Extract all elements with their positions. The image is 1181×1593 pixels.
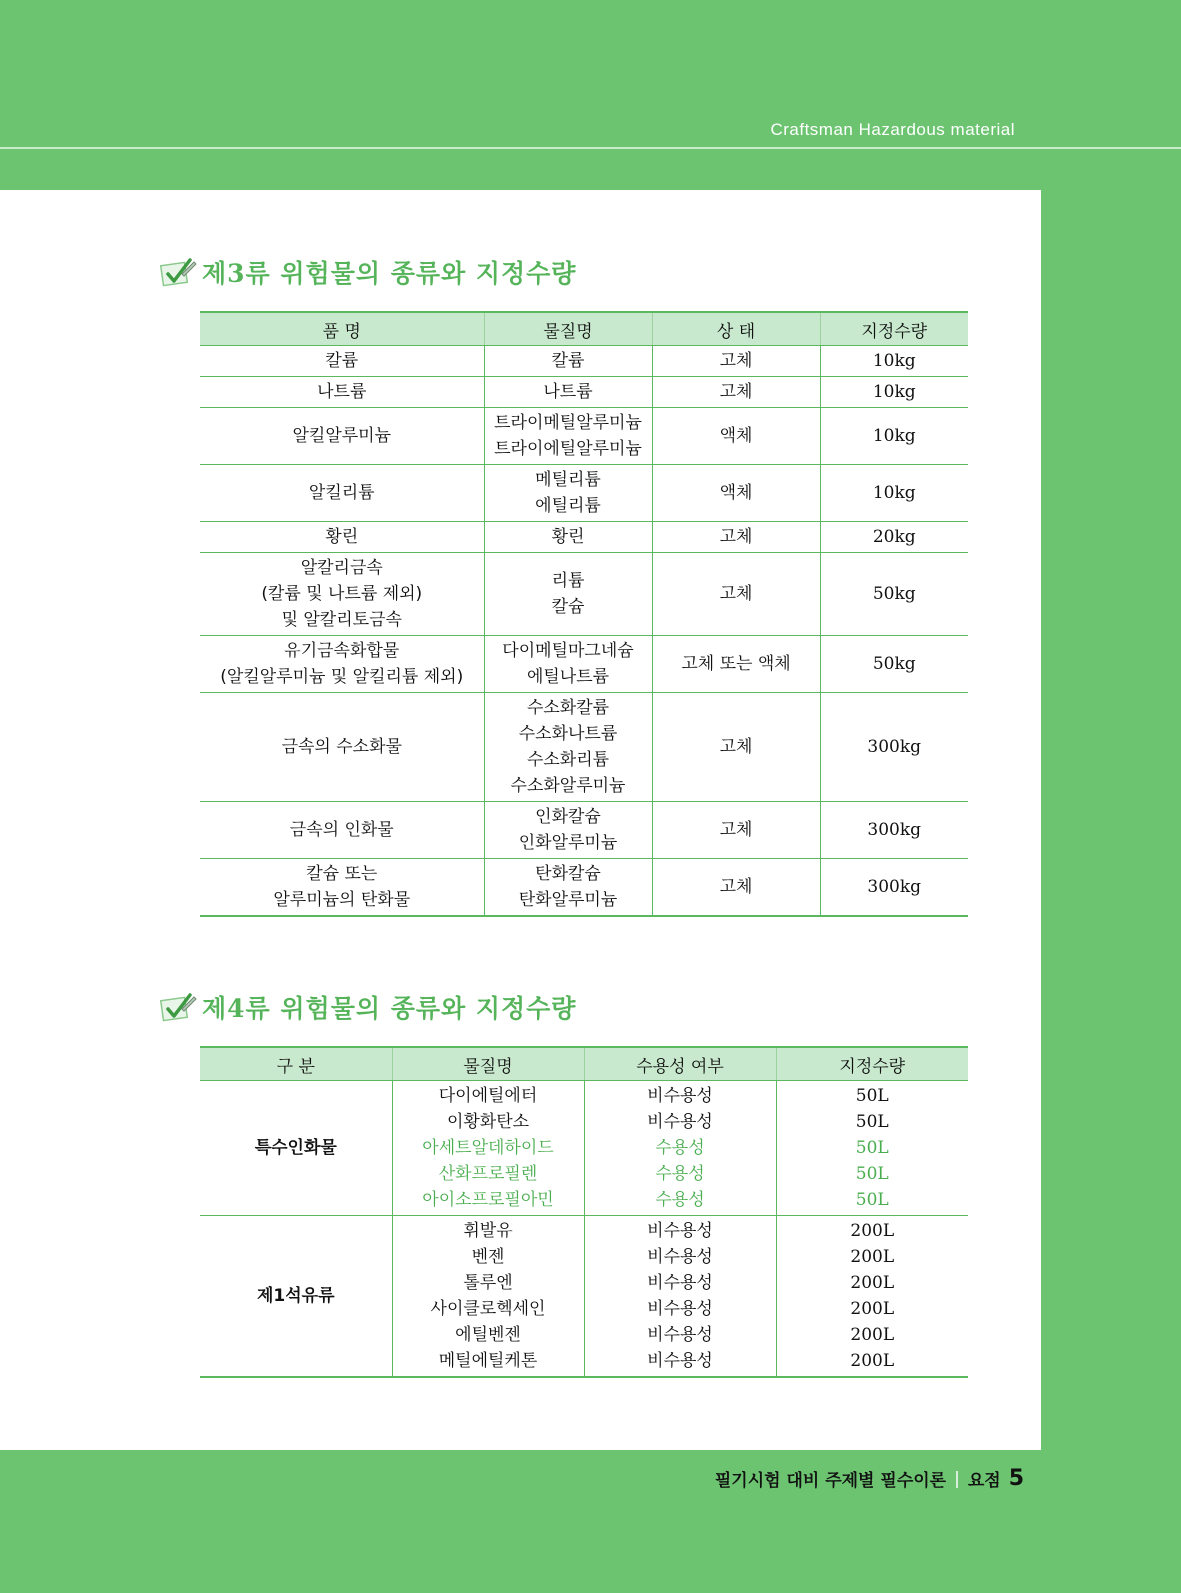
col-header-quantity: 지정수량 xyxy=(776,1047,968,1081)
substance-line: 칼슘 xyxy=(551,597,585,617)
cell-quantity: 10kg xyxy=(820,346,968,377)
name-line: (칼륨 및 나트륨 제외) xyxy=(261,584,423,604)
section3-title: 제3류 위험물의 종류와 지정수량 xyxy=(202,259,577,288)
section4-heading xyxy=(158,987,576,1027)
cell-state: 고체 xyxy=(652,346,820,377)
substance-line: 수소화리튬 xyxy=(526,750,610,770)
table-row xyxy=(200,553,968,636)
cell-state: 액체 xyxy=(652,408,820,465)
substance-line: 에틸나트륨 xyxy=(526,667,610,687)
cell-quantity: 10kg xyxy=(820,408,968,465)
substance-line: 트라이메틸알루미늄 xyxy=(494,413,642,433)
substance-line: 인화알루미늄 xyxy=(518,833,618,853)
substance-line: 수소화알루미늄 xyxy=(510,776,626,796)
substance-line: 나트륨 xyxy=(543,382,593,402)
col-header-substance: 물질명 xyxy=(392,1047,584,1081)
cell-quantity: 10kg xyxy=(820,465,968,522)
cell-substance xyxy=(392,1216,584,1378)
section3-heading xyxy=(158,252,576,292)
cell-name xyxy=(200,636,484,693)
solubility-line: 비수용성 xyxy=(647,1247,713,1267)
cell-state: 고체 xyxy=(652,553,820,636)
quantity-line: 50L xyxy=(855,1086,889,1106)
name-line: 및 알칼리토금속 xyxy=(281,610,402,630)
quantity-line: 200L xyxy=(850,1351,895,1371)
substance-line: 탄화칼슘 xyxy=(535,864,601,884)
table-class3 xyxy=(200,311,968,917)
cell-state: 고체 xyxy=(652,859,820,917)
cell-solubility xyxy=(584,1081,776,1216)
substance-line: 벤젠 xyxy=(471,1247,505,1267)
footer-separator: | xyxy=(954,1468,960,1489)
name-line: 칼슘 또는 xyxy=(306,864,378,884)
substance-line: 에틸벤젠 xyxy=(455,1325,521,1345)
cell-substance xyxy=(484,553,652,636)
quantity-line: 200L xyxy=(850,1273,895,1293)
substance-line: 아세트알데하이드 xyxy=(422,1138,554,1158)
table-class4 xyxy=(200,1046,968,1378)
cell-state: 액체 xyxy=(652,465,820,522)
footer-text: 필기시험 대비 주제별 필수이론 xyxy=(714,1471,947,1491)
substance-line: 메틸리튬 xyxy=(535,470,601,490)
cell-name xyxy=(200,802,484,859)
name-line: 칼륨 xyxy=(325,351,359,371)
name-line: 금속의 수소화물 xyxy=(281,737,402,757)
table-row xyxy=(200,693,968,802)
cell-name xyxy=(200,859,484,917)
table-row xyxy=(200,636,968,693)
pencil-check-icon xyxy=(158,989,198,1025)
col-header-state: 상 태 xyxy=(652,312,820,346)
substance-line: 다이메틸마그네슘 xyxy=(502,641,634,661)
name-line: 알킬알루미늄 xyxy=(292,426,392,446)
solubility-line: 비수용성 xyxy=(647,1112,713,1132)
quantity-line: 200L xyxy=(850,1325,895,1345)
name-line: 알킬리튬 xyxy=(308,483,375,503)
cell-quantity xyxy=(776,1216,968,1378)
cell-substance xyxy=(484,465,652,522)
cell-substance xyxy=(484,408,652,465)
header-title: Craftsman Hazardous material xyxy=(770,120,1015,139)
cell-name xyxy=(200,465,484,522)
cell-substance xyxy=(392,1081,584,1216)
cell-substance xyxy=(484,693,652,802)
cell-state: 고체 xyxy=(652,802,820,859)
quantity-line: 50L xyxy=(855,1112,889,1132)
name-line: 유기금속화합물 xyxy=(284,641,400,661)
cell-category: 특수인화물 xyxy=(200,1081,392,1216)
cell-quantity: 300kg xyxy=(820,859,968,917)
table-row xyxy=(200,408,968,465)
cell-name xyxy=(200,346,484,377)
name-line: (알킬알루미늄 및 알킬리튬 제외) xyxy=(220,667,464,687)
substance-line: 메틸에틸케톤 xyxy=(438,1351,538,1371)
name-line: 알칼리금속 xyxy=(300,558,383,578)
cell-quantity: 300kg xyxy=(820,802,968,859)
name-line: 금속의 인화물 xyxy=(289,820,394,840)
solubility-line: 비수용성 xyxy=(647,1325,713,1345)
substance-line: 사이클로헥세인 xyxy=(430,1299,546,1319)
table-row xyxy=(200,1081,968,1216)
footer-section: 요점 xyxy=(967,1471,1001,1491)
substance-line: 칼륨 xyxy=(551,351,585,371)
cell-substance xyxy=(484,636,652,693)
quantity-line: 200L xyxy=(850,1221,895,1241)
table-row xyxy=(200,1216,968,1378)
cell-quantity xyxy=(776,1081,968,1216)
substance-line: 탄화알루미늄 xyxy=(518,890,618,910)
solubility-line: 수용성 xyxy=(655,1138,705,1158)
col-header-quantity: 지정수량 xyxy=(820,312,968,346)
name-line: 알루미늄의 탄화물 xyxy=(273,890,411,910)
table-row xyxy=(200,346,968,377)
cell-name xyxy=(200,377,484,408)
cell-state: 고체 xyxy=(652,377,820,408)
substance-line: 수소화칼륨 xyxy=(526,698,610,718)
substance-line: 톨루엔 xyxy=(463,1273,513,1293)
solubility-line: 수용성 xyxy=(655,1164,705,1184)
section4-title: 제4류 위험물의 종류와 지정수량 xyxy=(202,994,577,1023)
cell-state: 고체 xyxy=(652,693,820,802)
pencil-check-icon xyxy=(158,254,198,290)
solubility-line: 비수용성 xyxy=(647,1351,713,1371)
col-header-category: 구 분 xyxy=(200,1047,392,1081)
solubility-line: 비수용성 xyxy=(647,1221,713,1241)
substance-line: 수소화나트륨 xyxy=(518,724,618,744)
cell-substance xyxy=(484,859,652,917)
col-header-substance: 물질명 xyxy=(484,312,652,346)
col-header-name: 품 명 xyxy=(200,312,484,346)
table-row xyxy=(200,859,968,917)
substance-line: 이황화탄소 xyxy=(446,1112,530,1132)
quantity-line: 50L xyxy=(855,1190,889,1210)
quantity-line: 50L xyxy=(855,1164,889,1184)
name-line: 황린 xyxy=(325,527,359,547)
cell-quantity: 300kg xyxy=(820,693,968,802)
substance-line: 인화칼슘 xyxy=(535,807,601,827)
page-number: 5 xyxy=(1008,1466,1024,1491)
solubility-line: 비수용성 xyxy=(647,1086,713,1106)
substance-line: 리튬 xyxy=(551,571,585,591)
table-row xyxy=(200,802,968,859)
substance-line: 다이에틸에터 xyxy=(438,1086,538,1106)
solubility-line: 비수용성 xyxy=(647,1273,713,1293)
cell-solubility xyxy=(584,1216,776,1378)
cell-substance xyxy=(484,802,652,859)
cell-substance xyxy=(484,522,652,553)
cell-quantity: 20kg xyxy=(820,522,968,553)
cell-state: 고체 xyxy=(652,522,820,553)
header-divider xyxy=(0,147,1181,149)
cell-name xyxy=(200,693,484,802)
solubility-line: 비수용성 xyxy=(647,1299,713,1319)
quantity-line: 200L xyxy=(850,1299,895,1319)
substance-line: 휘발유 xyxy=(463,1221,513,1241)
quantity-line: 200L xyxy=(850,1247,895,1267)
page-footer xyxy=(715,1466,1024,1491)
col-header-solubility: 수용성 여부 xyxy=(584,1047,776,1081)
cell-state: 고체 또는 액체 xyxy=(652,636,820,693)
name-line: 나트륨 xyxy=(317,382,367,402)
substance-line: 트라이에틸알루미늄 xyxy=(494,439,642,459)
quantity-line: 50L xyxy=(855,1138,889,1158)
cell-substance xyxy=(484,377,652,408)
solubility-line: 수용성 xyxy=(655,1190,705,1210)
cell-quantity: 50kg xyxy=(820,636,968,693)
cell-category: 제1석유류 xyxy=(200,1216,392,1378)
cell-substance xyxy=(484,346,652,377)
substance-line: 황린 xyxy=(551,527,585,547)
cell-name xyxy=(200,522,484,553)
cell-name xyxy=(200,553,484,636)
substance-line: 아이소프로필아민 xyxy=(422,1190,554,1210)
cell-quantity: 10kg xyxy=(820,377,968,408)
table-row xyxy=(200,377,968,408)
cell-name xyxy=(200,408,484,465)
table-row xyxy=(200,465,968,522)
cell-quantity: 50kg xyxy=(820,553,968,636)
substance-line: 에틸리튬 xyxy=(535,496,601,516)
substance-line: 산화프로필렌 xyxy=(438,1164,538,1184)
table-row xyxy=(200,522,968,553)
